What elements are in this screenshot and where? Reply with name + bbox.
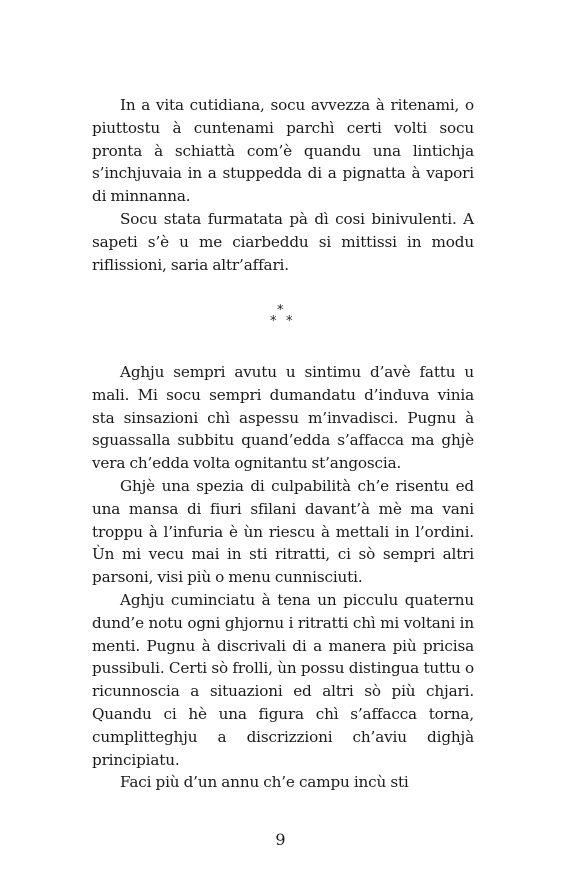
paragraph: Faci più d’un annu ch’e campu incù sti <box>120 773 409 792</box>
paragraph: In a vita cutidiana, socu avvezza à ritenami, o piuttostu à cuntenami parchì certi volti socu pronta à schiattà com’è quandu una lintichja s’inchjuvaia in a stuppedda di a pignatta à vapori di minnanna. <box>92 96 474 206</box>
page-number: 9 <box>275 830 286 849</box>
paragraph: Aghju cuminciatu à tena un picculu quaternu dund’e notu ogni ghjornu i ritratti chì mi voltani in menti. Pugnu à discrivali di a manera più pricisa pussibuli. Certi sò frolli, ùn possu distingua tuttu o ricunnoscia a situazioni ed altri sò più chjari. Quandu ci hè una figura chì s’affacca torna, cumplitteghju a discrizzioni ch’aviu dighjà principiatu. <box>92 590 474 769</box>
asterisk-icon: * <box>286 314 293 329</box>
paragraph: Aghju sempri avutu u sintimu d’avè fattu u mali. Mi socu sempri dumandatu d’induva vinia sta sinsazioni chì aspessu m’invadisci. Pugnu à sguassalla subbitu quand’edda s’affacca ma ghjè vera ch’edda volta ognitantu st’angoscia. <box>92 363 474 473</box>
section-separator <box>0 300 561 330</box>
asterisk-icon: * <box>270 314 277 329</box>
paragraph: Ghjè una spezia di culpabilità ch’e risentu ed una mansa di fiuri sfilani davant’à mè ma vani troppu à l’infuria è ùn riescu à mettali in l’ordini. Ùn mi vecu mai in sti ritratti, ci sò sempri altri parsoni, visi più o menu cunnisciuti. <box>92 476 474 587</box>
text-section-2 <box>92 361 474 794</box>
asterisk-icon: * <box>277 303 284 318</box>
paragraph: Socu stata furmatata pà dì cosi binivulenti. A sapeti s’è u me ciarbeddu si mittissi in modu riflissioni, saria altr’affari. <box>92 209 474 274</box>
text-section-1 <box>92 94 474 276</box>
